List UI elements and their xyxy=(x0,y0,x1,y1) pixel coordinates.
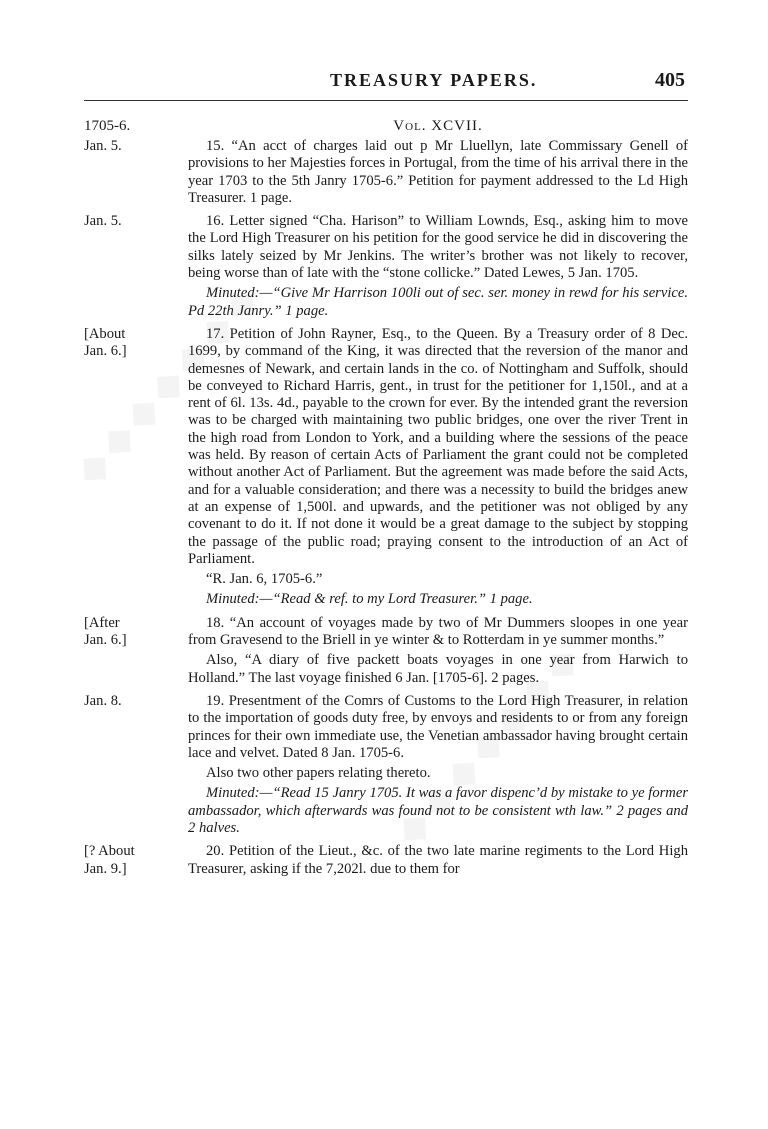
entry-date: [After Jan. 6.] xyxy=(84,614,127,649)
entry-date: Jan. 5. xyxy=(84,138,122,154)
entry-paragraph: 19. Presentment of the Comrs of Customs to the Lord High Treasurer, in relation to the importation of goods duty free, by envoys and residents to or from any foreign princes for their own immediate use, the Venetian ambassador having brought certain lace and velvet. Dated 8 Jan. 1705-6. xyxy=(188,692,688,761)
entry-19 xyxy=(84,693,688,837)
entry-paragraph: 16. Letter signed “Cha. Harison” to William Lownds, Esq., asking him to move the Lord High Treasurer on his petition for the good service he did in discovering the silks lately seized by Mr Jenkins. The writer’s brother was not likely to recover, being worse than of late with the “stone collicke.” Dated Lewes, 5 Jan. 1705. xyxy=(188,213,688,282)
page-body xyxy=(84,118,688,884)
entry-16 xyxy=(84,213,688,320)
entry-date: [? About Jan. 9.] xyxy=(84,843,135,877)
entry-15 xyxy=(84,138,688,207)
running-title: TREASURY PAPERS. xyxy=(330,70,538,90)
entry-paragraph: 20. Petition of the Lieut., &c. of the two late marine regiments to the Lord High Treasurer, asking if the 7,202l. due to them for xyxy=(188,843,688,877)
entry-date: Jan. 5. xyxy=(84,213,122,230)
volume-year: 1705-6. xyxy=(84,118,131,134)
entry-paragraph: Also, “A diary of five packett boats voyages in one year from Harwich to Holland.” The last voyage finished 6 Jan. [1705-6]. 2 pages. xyxy=(188,652,688,686)
entry-receipt: “R. Jan. 6, 1705-6.” xyxy=(206,571,323,588)
entry-paragraph: 17. Petition of John Rayner, Esq., to the Queen. By a Treasury order of 8 Dec. 1699, by command of the King, it was directed that the reversion of the manor and demesnes of Newark, and certain lands in the co. of Nottingham and Suffolk, should be conveyed to Richard Harris, gent., in trust for the petitioner for 1,150l., and at a rent of 6l. 13s. 4d., payable to the crown for ever. By the intended grant the reversion was to be charged with maintaining two public bridges, one over the river Trent in the high road from London to York, and a building where the sessions of the peace was held. By reason of certain Acts of Parliament the grant could not be completed without another Act of Parliament. But the agreement was made before the said Acts, and for a valuable consideration; and there was a necessity to build the bridges anew at an expense of 1,500l. and upwards, and the petitioner was not obliged by any covenant to do it. If not done it would be a great damage to the subject by stopping the passage of the public road; praying consent to the introduction of an Act of Parliament. xyxy=(188,325,688,567)
entry-text xyxy=(188,615,688,687)
entry-text xyxy=(188,213,688,320)
entry-paragraph: Also two other papers relating thereto. xyxy=(206,765,431,782)
volume-heading xyxy=(84,118,688,138)
entry-minute: Minuted:—“Read 15 Janry 1705. It was a favor dispenc’d by mistake to ye former ambassador, which afterwards was found not to be consistent wth law.” 2 pages and 2 halves. xyxy=(188,785,688,836)
entry-minute: Minuted:—“Read & ref. to my Lord Treasurer.” 1 page. xyxy=(206,591,533,608)
entry-date: [About Jan. 6.] xyxy=(84,325,127,360)
entry-paragraph: 15. “An acct of charges laid out p Mr Lluellyn, late Commissary Genell of provisions to her Majesties forces in Portugal, from the time of his arrival there in the year 1703 to the 5th Janry 1705-6.” Petition for payment addressed to the Ld High Treasurer. 1 page. xyxy=(188,138,688,206)
entry-text xyxy=(188,843,688,878)
entry-text xyxy=(188,693,688,837)
page-header xyxy=(0,70,768,96)
entry-text xyxy=(188,138,688,207)
entry-18 xyxy=(84,615,688,687)
entry-text xyxy=(188,326,688,609)
entry-date: Jan. 8. xyxy=(84,692,122,709)
entry-minute: Minuted:—“Give Mr Harrison 100li out of sec. ser. money in rewd for his service. Pd 22th Janry.” 1 page. xyxy=(188,285,688,319)
entry-paragraph: 18. “An account of voyages made by two of Mr Dummers sloopes in one year from Gravesend to the Briell in ye winter & to Rotterdam in ye summer months.” xyxy=(188,614,688,649)
entry-20 xyxy=(84,843,688,878)
page-number: 405 xyxy=(655,69,685,91)
header-rule xyxy=(84,100,688,101)
volume-label: Vol. XCVII. xyxy=(393,118,483,134)
entry-17 xyxy=(84,326,688,609)
